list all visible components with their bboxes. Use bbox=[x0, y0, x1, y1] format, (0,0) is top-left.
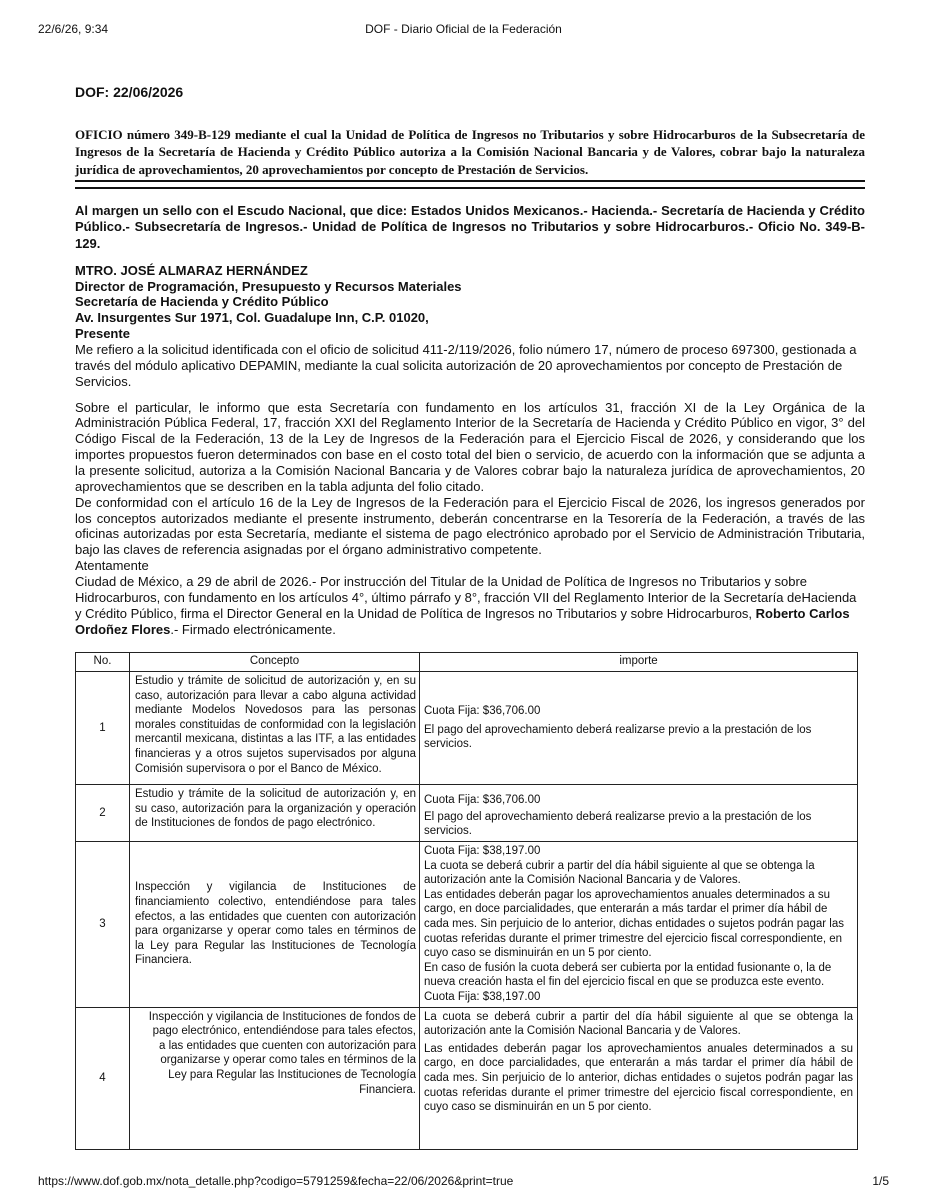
print-footer bbox=[38, 1174, 889, 1190]
row-importe bbox=[420, 1007, 858, 1149]
row-importe bbox=[420, 842, 858, 1008]
table-header-row bbox=[76, 653, 858, 672]
importe-cuota: Cuota Fija: $38,197.00 bbox=[424, 990, 541, 1003]
margin-note: Al margen un sello con el Escudo Nacional, que dice: Estados Unidos Mexicanos.- Hacienda.- Secretaría de Hacienda y Crédito Público.- Subsecretaría de Ingresos.- Unidad de Política de Ingresos no Tributarios y sobre Hidrocarburos.- Oficio No. 349-B-129. bbox=[75, 202, 865, 252]
importe-text: El pago del aprovechamiento deberá realizarse previo a la prestación de los servicios. bbox=[424, 810, 812, 838]
importe-text: Las entidades deberán pagar los aprovechamientos anuales determinados a su cargo, en doce parcialidades, que enterarán a más tardar el primer día hábil de cada mes. Sin perjuicio de lo anterior, dichas entidades o sujetos podrán pagar las cuotas referidas durante el primer trimestre del ejercicio fiscal correspondiente, en cuyo caso se disminuirán en un 5 por ciento. bbox=[424, 888, 845, 960]
signature-end: .- Firmado electrónicamente. bbox=[170, 621, 336, 637]
signature-block bbox=[75, 574, 865, 637]
page-number: 1/5 bbox=[872, 1174, 889, 1188]
print-site-title: DOF - Diario Oficial de la Federación bbox=[365, 22, 562, 36]
paragraph-authorization: Sobre el particular, le informo que esta Secretaría con fundamento en los artículos 31, fracción XI de la Ley Orgánica de la Administración Pública Federal, 17, fracción XXI del Reglamento Interior de la Secretaría de Hacienda y Crédito Público en vigor, 3° del Código Fiscal de la Federación, 13 de la Ley de Ingresos de la Federación para el Ejercicio Fiscal de 2026, y considerando que los importes propuestos fueron determinados con base en el costo total del bien o servicio, de acuerdo con la información que se adjunta a la presente solicitud, autoriza a la Comisión Nacional Bancaria y de Valores cobrar bajo la naturaleza jurídica de aprovechamientos, 20 aprovechamientos que se describen en la tabla adjunta del folio citado. bbox=[75, 399, 865, 494]
print-header bbox=[38, 22, 889, 38]
table-row bbox=[76, 1007, 858, 1149]
aprovechamientos-table bbox=[75, 652, 858, 1150]
row-concepto: Estudio y trámite de la solicitud de autorización y, en su caso, autorización para la organización y operación de Instituciones de fondos de pago electrónico. bbox=[130, 785, 420, 842]
importe-cuota: Cuota Fija: $36,706.00 bbox=[424, 794, 541, 806]
addressee-position: Director de Programación, Presupuesto y Recursos Materiales bbox=[75, 278, 462, 294]
document-title: OFICIO número 349-B-129 mediante el cual la Unidad de Política de Ingresos no Tributarios y sobre Hidrocarburos de la Subsecretaría de Ingresos de la Secretaría de Hacienda y Crédito Público autoriza a la Comisión Nacional Bancaria y de Valores, cobrar bajo la naturaleza jurídica de aprovechamientos, 20 aprovechamientos por concepto de Prestación de Servicios. bbox=[75, 126, 865, 182]
paragraph-request: Me refiero a la solicitud identificada con el oficio de solicitud 411-2/119/2026, folio número 17, número de proceso 697300, gestionada a través del módulo aplicativo DEPAMIN, mediante la cual solicita autorización de 20 aprovechamientos por concepto de Prestación de Servicios. bbox=[75, 342, 857, 389]
importe-text: La cuota se deberá cubrir a partir del día hábil siguiente al que se obtenga la autorización ante la Comisión Nacional Bancaria y de Valores. bbox=[424, 859, 815, 887]
importe-text: El pago del aprovechamiento deberá realizarse previo a la prestación de los servicios. bbox=[424, 723, 812, 751]
signature-text: Ciudad de México, a 29 de abril de 2026.- Por instrucción del Titular de la Unidad de Política de Ingresos no Tributarios y sobre Hidrocarburos, con fundamento en los artículos 4°, último párrafo y 8°, fracción VII del Reglamento Interior de la Secretaría deHacienda y Crédito Público, firma el Director General en la Unidad de Política de Ingresos no Tributarios y sobre Hidrocarburos, bbox=[75, 574, 857, 621]
addressee-address: Av. Insurgentes Sur 1971, Col. Guadalupe Inn, C.P. 01020, bbox=[75, 310, 429, 326]
addressee-presente: Presente bbox=[75, 326, 130, 342]
print-datetime: 22/6/26, 9:34 bbox=[38, 22, 109, 36]
closing-atentamente: Atentamente bbox=[75, 558, 149, 574]
table-row bbox=[76, 672, 858, 785]
signer-name: Roberto Carlos Ordoñez Flores bbox=[75, 605, 850, 637]
title-divider bbox=[75, 187, 865, 189]
importe-text: Las entidades deberán pagar los aprovechamientos anuales determinados a su cargo, en doce parcialidades, que enterarán a más tardar el primer día hábil de cada mes. Sin perjuicio de lo anterior, dichas entidades o sujetos podrán pagar las cuotas referidas durante el primer trimestre del ejercicio fiscal correspondiente, en cuyo caso se disminuirán en un 5 por ciento. bbox=[424, 1042, 853, 1114]
header-importe: importe bbox=[420, 653, 858, 672]
paragraph-concentration: De conformidad con el artículo 16 de la Ley de Ingresos de la Federación para el Ejercicio Fiscal de 2026, los ingresos generados por los conceptos autorizados mediante el presente instrumento, deberán concentrarse en la Tesorería de la Federación, a través de las oficinas autorizadas por esta Secretaría, mediante el sistema de pago electrónico aprobado por el Servicio de Administración Tributaria, bajo las claves de referencia asignadas por el órgano administrativo competente. bbox=[75, 494, 865, 558]
importe-cuota: Cuota Fija: $38,197.00 bbox=[424, 845, 541, 857]
row-concepto: Estudio y trámite de solicitud de autorización y, en su caso, autorización para llevar a cabo alguna actividad mediante Modelos Novedosos para las personas morales constituidas de conformidad con la legislación mercantil mexicana, distintas a las ITF, a las entidades financieras y a otros sujetos supervisados por alguna Comisión supervisora o por el Banco de México. bbox=[130, 672, 420, 785]
header-concepto: Concepto bbox=[130, 653, 420, 672]
table-row bbox=[76, 785, 858, 842]
row-concepto: Inspección y vigilancia de Instituciones de fondos de pago electrónico, entendiéndose para tales efectos, a las entidades que cuenten con autorización para organizarse y operar como tales en términos de la Ley para Regular las Instituciones de Tecnología Financiera. bbox=[130, 1007, 420, 1149]
addressee-block bbox=[75, 263, 865, 342]
row-concepto: Inspección y vigilancia de Instituciones de financiamiento colectivo, entendiéndose para tales efectos, a las entidades que cuenten con autorización para organizarse y operar como tales en términos de la Ley para Regular las Instituciones de Tecnología Financiera. bbox=[130, 842, 420, 1008]
row-number: 1 bbox=[76, 672, 130, 785]
document-body bbox=[75, 80, 865, 637]
print-url: https://www.dof.gob.mx/nota_detalle.php?codigo=5791259&fecha=22/06/2026&print=true bbox=[38, 1174, 514, 1188]
importe-text: En caso de fusión la cuota deberá ser cubierta por la entidad fusionante o, la de nueva creación hasta el fin del ejercicio fiscal en que se produzca este evento. bbox=[424, 961, 832, 989]
row-importe bbox=[420, 785, 858, 842]
table-row bbox=[76, 842, 858, 1008]
importe-text: La cuota se deberá cubrir a partir del día hábil siguiente al que se obtenga la autorización ante la Comisión Nacional Bancaria y de Valores. bbox=[424, 1010, 853, 1038]
row-importe bbox=[420, 672, 858, 785]
dof-date: DOF: 22/06/2026 bbox=[75, 84, 184, 100]
row-number: 3 bbox=[76, 842, 130, 1008]
header-no: No. bbox=[76, 653, 130, 672]
addressee-agency: Secretaría de Hacienda y Crédito Público bbox=[75, 294, 329, 310]
row-number: 2 bbox=[76, 785, 130, 842]
addressee-name: MTRO. JOSÉ ALMARAZ HERNÁNDEZ bbox=[75, 262, 308, 278]
row-number: 4 bbox=[76, 1007, 130, 1149]
importe-cuota: Cuota Fija: $36,706.00 bbox=[424, 705, 541, 718]
